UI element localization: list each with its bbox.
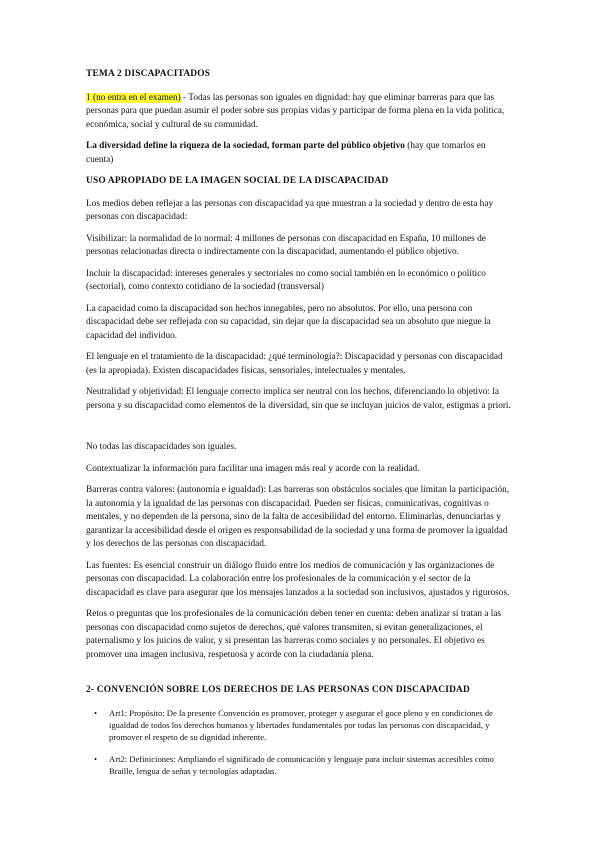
paragraph: Barreras contra valores: (autonomía e igualdad): Las barreras son obstáculos sociales que limitan la participación, la autonomía y la igualdad de las personas con discapacidad. Pueden ser físicas, comunicativas, cognitivas o mentales, y no dependen de la persona, sino de la falta de accesibilidad del entorno. Eliminarlas, denunciarlas y garantizar la accesibilidad desde el origen es responsabilidad de la sociedad y una forma de promover la igualdad y los derechos de las personas con discapacidad. — [86, 485, 510, 549]
paragraph: La capacidad como la discapacidad son hechos innegables, pero no absolutos. Por ello, una persona con discapacidad debe ser reflejada con su capacidad, sin dejar que la discapacidad sea un absoluto que niegue la capacidad del individuo. — [86, 303, 491, 341]
articles-list — [86, 707, 513, 778]
paragraph: Las fuentes: Es esencial construir un diálogo fluido entre los medios de comunicación y las organizaciones de personas con discapacidad. La colaboración entre los profesionales de la comunicación y el sector de la discapacidad es clave para asegurar que los mensajes lanzados a la sociedad son inclusivos, ajustados y rigurosos. — [86, 560, 510, 598]
intro-text: - Todas las personas son iguales en dignidad: hay que eliminar barreras para que las personas para que puedan asumir el poder sobre sus propias vidas y participar de forma plena en la vida política, económica, social y cultural de su comunidad. — [86, 92, 505, 130]
list-item — [86, 707, 513, 744]
article-text: Art1: Propósito: De la presente Convención es promover, proteger y asegurar el goce pleno y en condiciones de igualdad de todos los derechos humanos y libertades fundamentales por todas las personas con discapacidad, y promover el respeto de su dignidad inherente. — [109, 707, 493, 742]
section-1-heading: USO APROPIADO DE LA IMAGEN SOCIAL DE LA DISCAPACIDAD — [86, 176, 389, 186]
paragraph: Contextualizar la información para facilitar una imagen más real y acorde con la realidad. — [86, 463, 420, 474]
paragraph: Visibilizar: la normalidad de lo normal: 4 millones de personas con discapacidad en España, 10 millones de personas relacionadas directa o indirectamente con la discapacidad, aumentando el público objetivo. — [86, 233, 486, 257]
blank-space — [86, 421, 513, 441]
bullet-icon: • — [94, 754, 98, 765]
section-2-heading: 2- CONVENCIÓN SOBRE LOS DERECHOS DE LAS PERSONAS CON DISCAPACIDAD — [86, 685, 470, 695]
list-item — [86, 753, 513, 777]
diversity-text: (hay que tomarlos en cuenta) — [86, 141, 486, 165]
paragraph: Neutralidad y objetividad: El lenguaje correcto implica ser neutral con los hechos, diferenciando lo objetivo: la persona y su discapacidad como elementos de la diversidad, sin que se incluyan juicios de valor, estigmas a priori. — [86, 387, 511, 411]
article-text: Art2: Definiciones: Ampliando el significado de comunicación y lenguaje para incluir sistemas accesibles como Braille, lengua de señas y tecnologías adaptadas. — [109, 754, 494, 777]
paragraph: Retos o preguntas que los profesionales de la comunicación deben tener en cuenta: deben analizar si tratan a las personas con discapacidad como sujetos de derechos, qué valores transmiten, si evitan generalizaciones, el paternalismo y los juicios de valor, y si presentan las barreras como sociales y no personales. El objetivo es promover una imagen inclusiva, respetuosa y acorde con la ciudadanía plena. — [86, 609, 502, 660]
diversity-paragraph — [86, 140, 513, 167]
paragraph: El lenguaje en el tratamiento de la discapacidad: ¿qué terminología?: Discapacidad y personas con discapacidad (es la apropiada). Existen discapacidades físicas, sensoriales, intelectuales y mentales. — [86, 352, 503, 376]
paragraph: Incluir la discapacidad: intereses generales y sectoriales no como social también en lo económico o político (sectorial), como contexto cotidiano de la sociedad (transversal) — [86, 268, 486, 292]
blank-space — [86, 670, 513, 684]
paragraph: Los medios deben reflejar a las personas con discapacidad ya que muestran a la sociedad y dentro de esta hay personas con discapacidad: — [86, 198, 494, 222]
bullet-icon: • — [94, 707, 98, 718]
intro-paragraph — [86, 92, 513, 133]
highlighted-note: 1 (no entra en el examen) — [86, 92, 181, 103]
document-title: TEMA 2 DISCAPACITADOS — [86, 69, 211, 79]
paragraph: No todas las discapacidades son iguales. — [86, 442, 237, 452]
diversity-bold-text: La diversidad define la riqueza de la sociedad, forman parte del público objetivo — [86, 141, 405, 151]
